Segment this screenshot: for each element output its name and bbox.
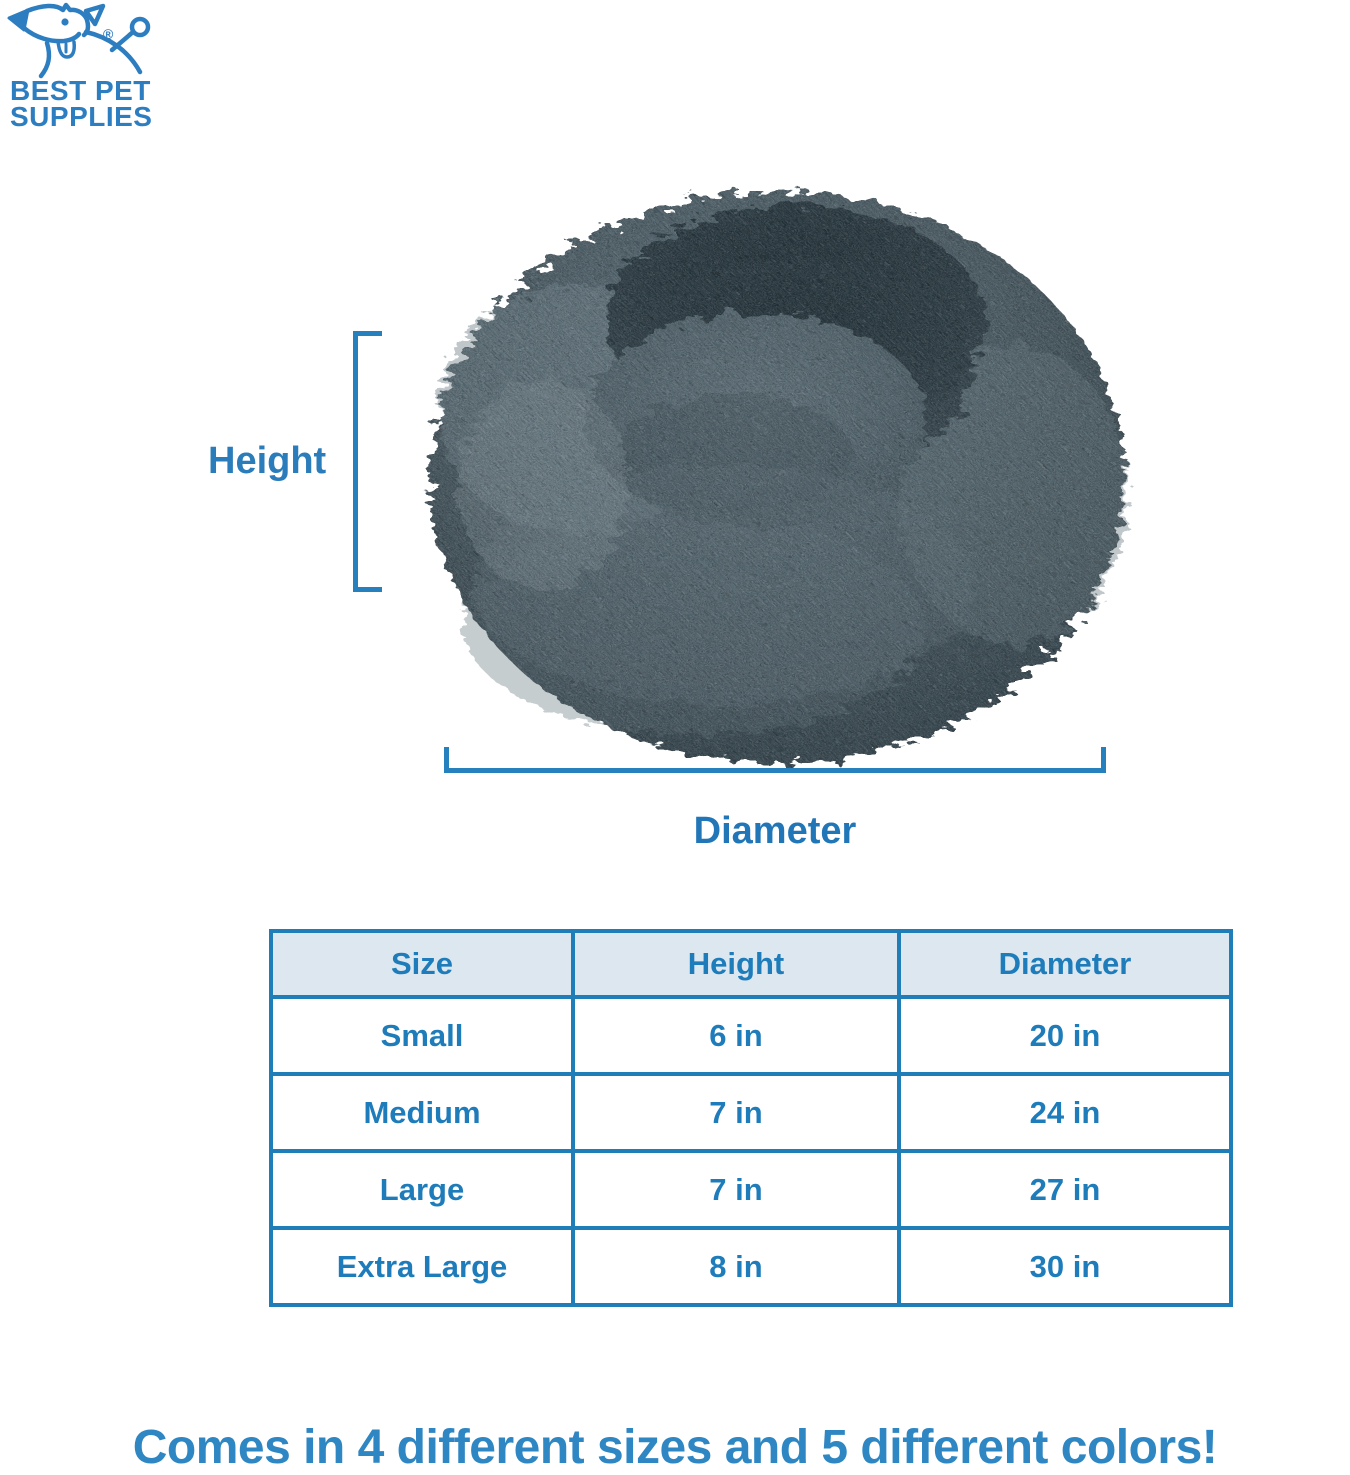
registered-trademark-symbol: ®: [103, 26, 114, 42]
table-cell-size: Large: [271, 1151, 573, 1228]
table-header-row: [271, 931, 1231, 997]
diameter-measurement-bracket: [444, 747, 1106, 773]
table-cell-diameter: 30 in: [899, 1228, 1231, 1305]
table-cell-diameter: 24 in: [899, 1074, 1231, 1151]
table-header-height: Height: [573, 931, 899, 997]
table-cell-height: 8 in: [573, 1228, 899, 1305]
table-row: [271, 997, 1231, 1074]
table-header-diameter: Diameter: [899, 931, 1231, 997]
brand-wordmark: [10, 75, 153, 133]
table-row: [271, 1151, 1231, 1228]
table-cell-size: Extra Large: [271, 1228, 573, 1305]
dog-logo-icon: [6, 2, 166, 82]
brand-wordmark-line2: SUPPLIES: [10, 101, 153, 133]
table-cell-size: Medium: [271, 1074, 573, 1151]
table-cell-height: 6 in: [573, 997, 899, 1074]
height-dimension-label: Height: [208, 440, 327, 482]
table-cell-size: Small: [271, 997, 573, 1074]
brand-logo: [6, 2, 176, 142]
table-row: [271, 1074, 1231, 1151]
diameter-dimension-label: Diameter: [693, 810, 857, 852]
table-row: [271, 1228, 1231, 1305]
height-measurement-bracket: [353, 331, 382, 592]
pet-bed-image: [393, 155, 1157, 805]
table-cell-diameter: 27 in: [899, 1151, 1231, 1228]
table-cell-diameter: 20 in: [899, 997, 1231, 1074]
table-cell-height: 7 in: [573, 1074, 899, 1151]
size-chart-table: [269, 929, 1233, 1307]
brand-wordmark-line1: BEST PET: [10, 75, 151, 106]
table-cell-height: 7 in: [573, 1151, 899, 1228]
table-header-size: Size: [271, 931, 573, 997]
footer-tagline: Comes in 4 different sizes and 5 different colors!: [132, 1421, 1218, 1474]
